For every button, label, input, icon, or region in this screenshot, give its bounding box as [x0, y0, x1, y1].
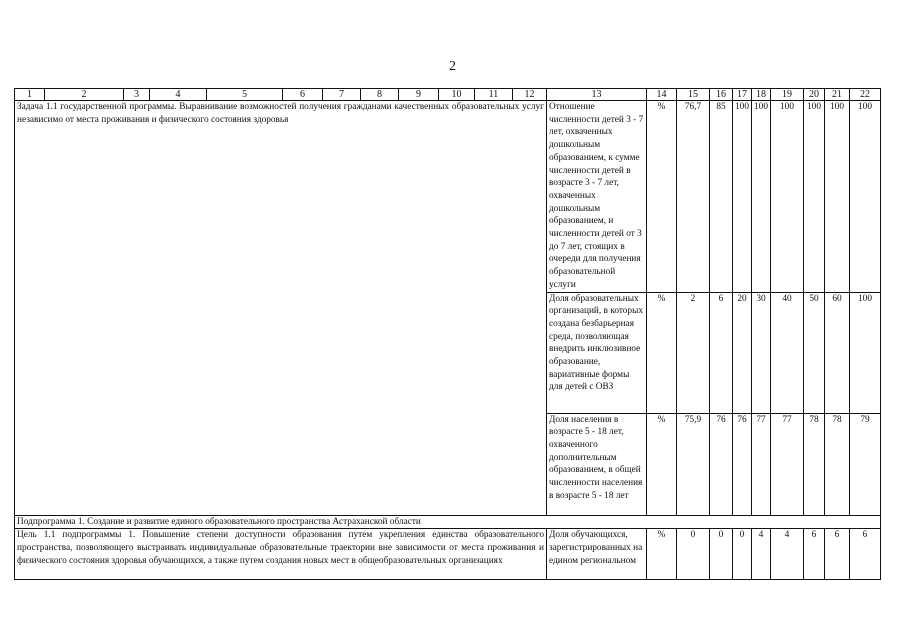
header-cell: 21	[825, 89, 850, 101]
value-cell: 100	[804, 101, 825, 293]
header-cell: 3	[124, 89, 150, 101]
value-cell: 0	[710, 529, 733, 580]
header-cell: 18	[752, 89, 771, 101]
value-cell: 0	[733, 529, 752, 580]
header-cell: 10	[439, 89, 475, 101]
value-cell: 100	[825, 101, 850, 293]
header-cell: 19	[771, 89, 804, 101]
value-cell: 77	[752, 413, 771, 515]
value-cell: 75,9	[677, 413, 710, 515]
header-cell: 11	[475, 89, 513, 101]
value-cell: 40	[771, 292, 804, 413]
table-row	[15, 101, 881, 293]
header-cell: 13	[547, 89, 647, 101]
value-cell: 79	[850, 413, 881, 515]
value-cell: 76	[733, 413, 752, 515]
header-cell: 22	[850, 89, 881, 101]
value-cell: 6	[850, 529, 881, 580]
value-cell: 100	[850, 292, 881, 413]
indicators-table	[14, 88, 881, 580]
unit-cell: %	[647, 529, 677, 580]
page-number: 2	[449, 59, 456, 74]
header-cell: 7	[323, 89, 361, 101]
indicator-name: Доля образовательных организаций, в которых создана безбарьерная среда, позволяющая внедрить инклюзивное образование, вариативные формы для детей с ОВЗ	[547, 292, 647, 413]
value-cell: 6	[825, 529, 850, 580]
goal-1-1-label: Цель 1.1 подпрограммы 1. Повышение степени доступности образования путем укрепления единства образовательного пространства, позволяющего выстраивать индивидуальные образовательные траектории вне зависимости от места проживания и физического состояния здоровья обучающихся, а также путем создания новых мест в общеобразовательных организациях	[15, 529, 547, 580]
value-cell: 30	[752, 292, 771, 413]
header-row	[15, 89, 881, 101]
subprogram-title: Подпрограмма 1. Создание и развитие единого образовательного пространства Астраханской области	[15, 515, 881, 529]
task-1-1-label: Задача 1.1 государственной программы. Выравнивание возможностей получения гражданами качественных образовательных услуг независимо от места проживания и физического состояния здоровья	[15, 101, 547, 516]
header-cell: 17	[733, 89, 752, 101]
header-cell: 9	[399, 89, 439, 101]
unit-cell: %	[647, 413, 677, 515]
header-cell: 14	[647, 89, 677, 101]
header-cell: 8	[361, 89, 399, 101]
header-cell: 12	[513, 89, 547, 101]
value-cell: 20	[733, 292, 752, 413]
value-cell: 100	[733, 101, 752, 293]
value-cell: 78	[804, 413, 825, 515]
value-cell: 77	[771, 413, 804, 515]
header-cell: 1	[15, 89, 45, 101]
subprogram-row	[15, 515, 881, 529]
value-cell: 100	[752, 101, 771, 293]
indicator-name: Доля населения в возрасте 5 - 18 лет, охваченного дополнительным образованием, в общей численности населения в возрасте 5 - 18 лет	[547, 413, 647, 515]
value-cell: 100	[850, 101, 881, 293]
header-cell: 5	[207, 89, 283, 101]
header-cell: 2	[45, 89, 124, 101]
value-cell: 6	[804, 529, 825, 580]
header-cell: 15	[677, 89, 710, 101]
value-cell: 76	[710, 413, 733, 515]
header-cell: 20	[804, 89, 825, 101]
value-cell: 76,7	[677, 101, 710, 293]
value-cell: 4	[752, 529, 771, 580]
indicator-name: Отношение численности детей 3 - 7 лет, охваченных дошкольным образованием, к сумме численности детей в возрасте 3 - 7 лет, охваченных дошкольным образованием, и численности детей от 3 до 7 лет, стоящих в очереди для получения образовательной услуги	[547, 101, 647, 293]
value-cell: 2	[677, 292, 710, 413]
header-cell: 6	[283, 89, 323, 101]
value-cell: 4	[771, 529, 804, 580]
value-cell: 85	[710, 101, 733, 293]
header-cell: 4	[150, 89, 207, 101]
value-cell: 78	[825, 413, 850, 515]
table-row	[15, 529, 881, 580]
unit-cell: %	[647, 292, 677, 413]
indicator-name: Доля обучающихся, зарегистрированных на едином региональном	[547, 529, 647, 580]
unit-cell: %	[647, 101, 677, 293]
value-cell: 6	[710, 292, 733, 413]
value-cell: 0	[677, 529, 710, 580]
value-cell: 50	[804, 292, 825, 413]
value-cell: 100	[771, 101, 804, 293]
value-cell: 60	[825, 292, 850, 413]
header-cell: 16	[710, 89, 733, 101]
